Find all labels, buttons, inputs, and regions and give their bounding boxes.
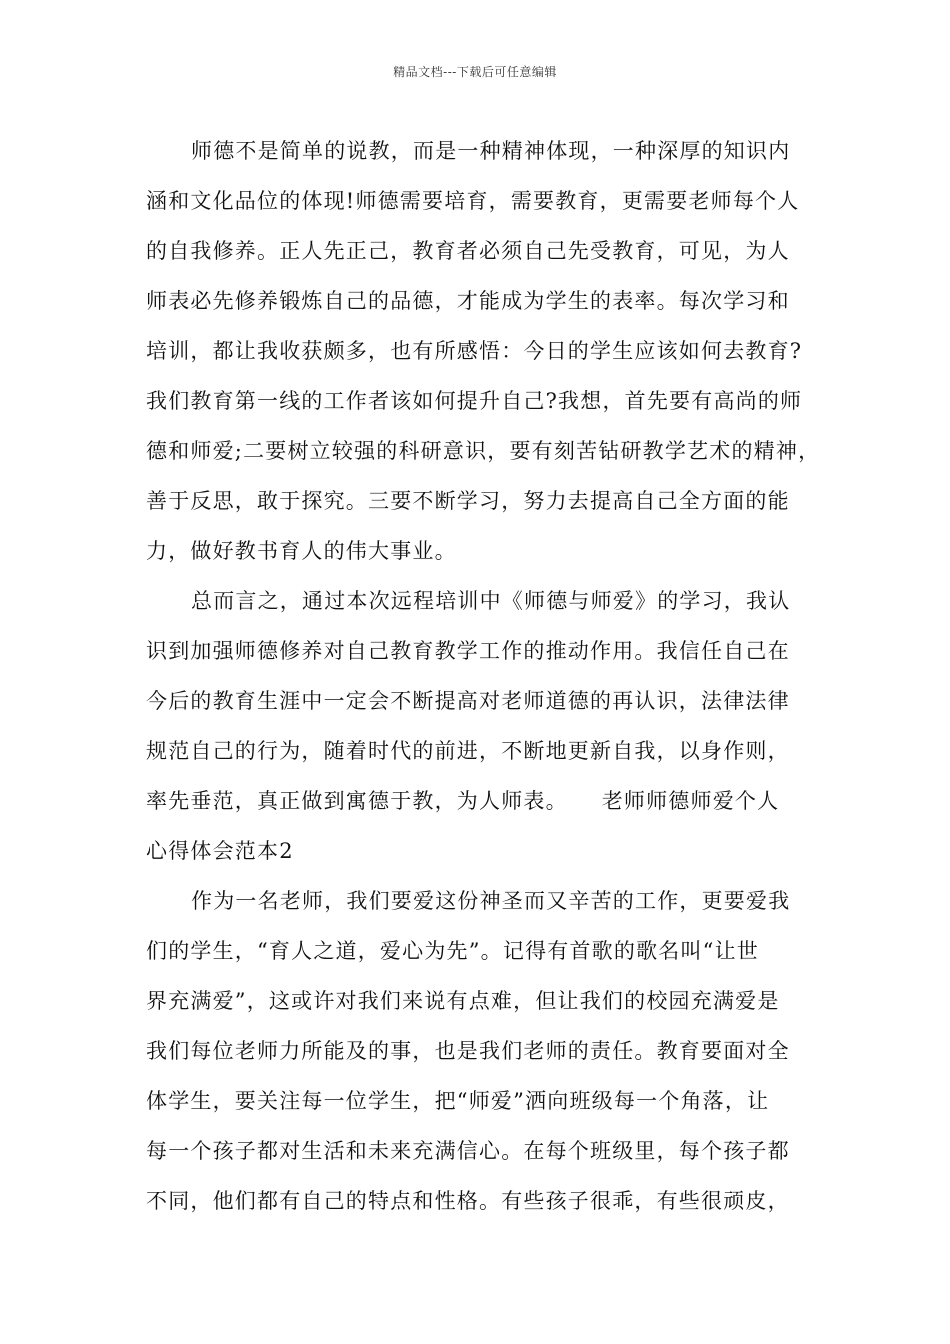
paragraph-2-line-6: 心得体会范本2 bbox=[146, 839, 294, 863]
paragraph-3-line-5: 体学生，要关注每一位学生，把“师爱”洒向班级每一个角落，让 bbox=[146, 1089, 770, 1113]
paragraph-3-line-1: 作为一名老师，我们要爱这份神圣而又辛苦的工作，更要爱我 bbox=[191, 889, 791, 913]
paragraph-1-line-5: 培训，都让我收获颇多，也有所感悟：今日的学生应该如何去教育? bbox=[146, 339, 803, 363]
paragraph-2-line-3: 今后的教育生涯中一定会不断提高对老师道德的再认识，法律法律 bbox=[146, 689, 790, 713]
paragraph-2-line-2: 识到加强师德修养对自己教育教学工作的推动作用。我信任自己在 bbox=[146, 639, 790, 663]
paragraph-1-line-2: 涵和文化品位的体现!师德需要培育，需要教育，更需要老师每个人 bbox=[146, 189, 800, 213]
paragraph-1-line-8: 善于反思，敢于探究。三要不断学习，努力去提高自己全方面的能 bbox=[146, 489, 790, 513]
paragraph-2-line-1: 总而言之，通过本次远程培训中《师德与师爱》的学习，我认 bbox=[191, 589, 791, 613]
paragraph-1-line-6: 我们教育第一线的工作者该如何提升自己?我想，首先要有高尚的师 bbox=[146, 389, 803, 413]
paragraph-1-line-1: 师德不是简单的说教，而是一种精神体现，一种深厚的知识内 bbox=[191, 139, 791, 163]
paragraph-2-line-5: 率先垂范，真正做到寓德于教，为人师表。 老师师德师爱个人 bbox=[146, 789, 780, 813]
paragraph-3-line-6: 每一个孩子都对生活和未来充满信心。在每个班级里，每个孩子都 bbox=[146, 1139, 790, 1163]
paragraph-2-line-4: 规范自己的行为，随着时代的前进，不断地更新自我，以身作则， bbox=[146, 739, 790, 763]
paragraph-3-line-2: 们的学生，“育人之道，爱心为先”。记得有首歌的歌名叫“让世 bbox=[146, 939, 760, 963]
paragraph-3-line-3: 界充满爱”，这或许对我们来说有点难，但让我们的校园充满爱是 bbox=[146, 989, 780, 1013]
paragraph-3-line-7: 不同，他们都有自己的特点和性格。有些孩子很乖，有些很顽皮， bbox=[146, 1189, 790, 1213]
paragraph-3-line-4: 我们每位老师力所能及的事，也是我们老师的责任。教育要面对全 bbox=[146, 1039, 790, 1063]
paragraph-1-line-3: 的自我修养。正人先正己，教育者必须自己先受教育，可见，为人 bbox=[146, 239, 790, 263]
page-header: 精品文档---下载后可任意编辑 bbox=[393, 65, 557, 79]
paragraph-1-line-9: 力，做好教书育人的伟大事业。 bbox=[146, 539, 457, 563]
paragraph-1-line-7: 德和师爱;二要树立较强的科研意识，要有刻苦钻研教学艺术的精神， bbox=[146, 439, 821, 463]
paragraph-1-line-4: 师表必先修养锻炼自己的品德，才能成为学生的表率。每次学习和 bbox=[146, 289, 790, 313]
